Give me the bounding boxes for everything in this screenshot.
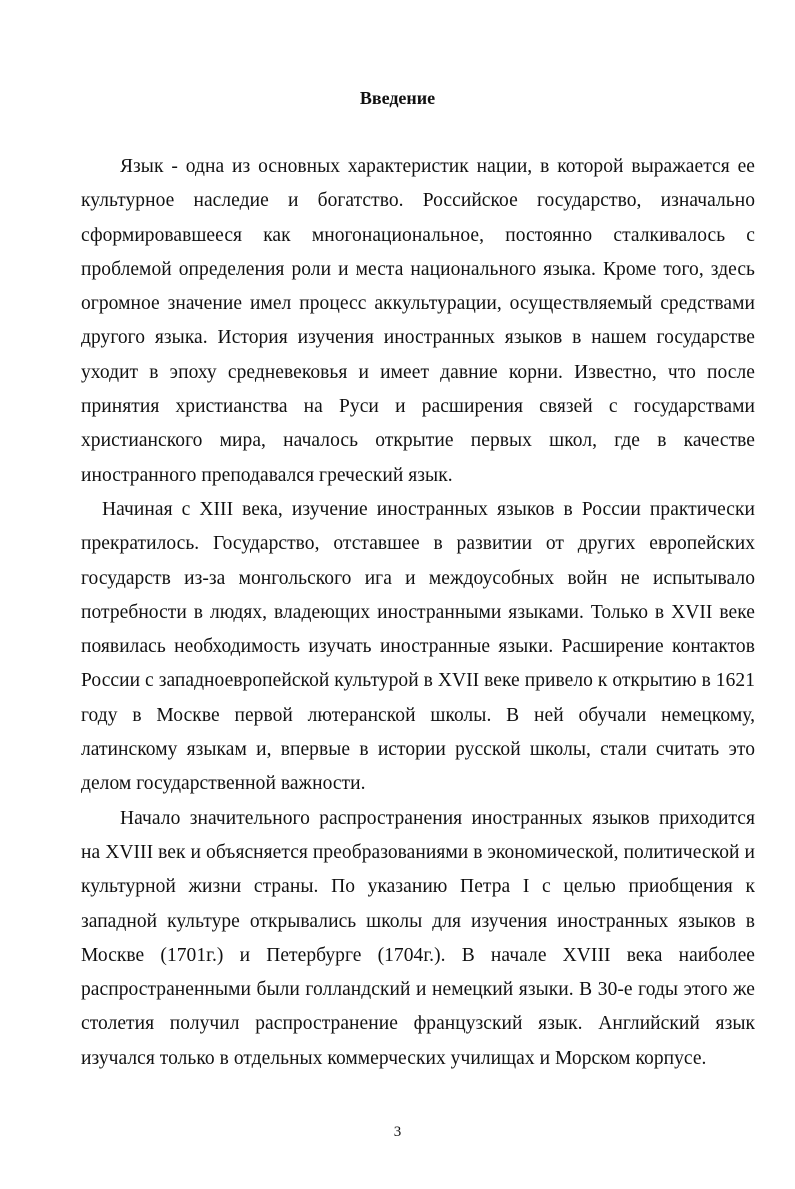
paragraph-3: Начало значительного распространения иностранных языков приходится на XVIII век и объясняется преобразованиями в экономической, политической и культурной жизни страны. По указанию Петра I с целью приобщения к западной культуре открывались школы для изучения иностранных языков в Москве (1701г.) и Петербурге (1704г.). В начале XVIII века наиболее распространенными были голландский и немецкий языки. В 30-е годы этого же столетия получил распространение французский язык. Английский язык изучался только в отдельных коммерческих училищах и Морском корпусе. [81, 807, 755, 1069]
body-text [81, 150, 755, 1076]
paragraph-2: Начиная с XIII века, изучение иностранных языков в России практически прекратилось. Государство, отставшее в развитии от других европейских государств из-за монгольского ига и междоусобных войн не испытывало потребности в людях, владеющих иностранными языками. Только в XVII веке появилась необходимость изучать иностранные языки. Расширение контактов России с западноевропейской культурой в XVII веке привело к открытию в 1621 году в Москве первой лютеранской школы. В ней обучали немецкому, латинскому языкам и, впервые в истории русской школы, стали считать это делом государственной важности. [81, 498, 755, 795]
page-title: Введение [359, 88, 436, 108]
page-number: 3 [393, 1124, 402, 1140]
paragraph-1: Язык - одна из основных характеристик нации, в которой выражается ее культурное наследие и богатство. Российское государство, изначально сформировавшееся как многонациональное, постоянно сталкивалось с проблемой определения роли и места национального языка. Кроме того, здесь огромное значение имел процесс аккультурации, осуществляемый средствами другого языка. История изучения иностранных языков в нашем государстве уходит в эпоху средневековья и имеет давние корни. Известно, что после принятия христианства на Руси и расширения связей с государствами христианского мира, началось открытие первых школ, где в качестве иностранного преподавался греческий язык. [81, 156, 755, 486]
